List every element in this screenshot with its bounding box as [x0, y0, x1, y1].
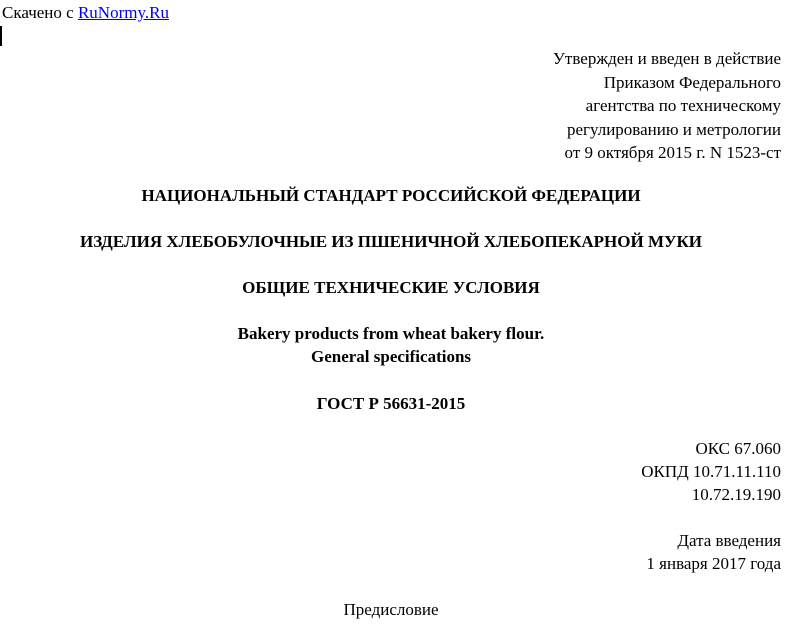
national-standard-heading: НАЦИОНАЛЬНЫЙ СТАНДАРТ РОССИЙСКОЙ ФЕДЕРАЦИИ [141, 186, 641, 205]
approval-line: Приказом Федерального [603, 72, 781, 92]
document-title: ИЗДЕЛИЯ ХЛЕБОБУЛОЧНЫЕ ИЗ ПШЕНИЧНОЙ ХЛЕБОПЕКАРНОЙ МУКИ [79, 232, 703, 251]
classifier-line: 10.72.19.190 [691, 485, 781, 504]
document-subtitle: ОБЩИЕ ТЕХНИЧЕСКИЕ УСЛОВИЯ [242, 278, 540, 297]
approval-line: от 9 октября 2015 г. N 1523-ст [564, 143, 781, 162]
introduction-date-block [646, 529, 781, 575]
approval-line: агентства по техническому [585, 96, 781, 115]
introduction-label: Дата введения [677, 531, 781, 550]
foreword-heading: Предисловие [343, 600, 439, 619]
english-title [0, 322, 782, 368]
approval-block [553, 47, 781, 165]
approval-line: регулированию и метрологии [566, 119, 781, 139]
runormy-link[interactable]: RuNormy.Ru [77, 3, 169, 22]
introduction-date: 1 января 2017 года [646, 554, 781, 573]
classifier-codes [641, 437, 781, 506]
source-line [2, 2, 169, 24]
english-title-line: Bakery products from wheat bakery flour. [237, 324, 545, 343]
gost-number: ГОСТ Р 56631-2015 [316, 394, 466, 413]
classifier-line: ОКПД 10.71.11.110 [641, 462, 781, 481]
classifier-line: ОКС 67.060 [695, 439, 781, 458]
english-title-line: General specifications [310, 347, 472, 366]
approval-line: Утвержден и введен в действие [552, 49, 781, 68]
source-prefix: Скачено с [2, 3, 78, 22]
text-cursor [0, 26, 2, 46]
